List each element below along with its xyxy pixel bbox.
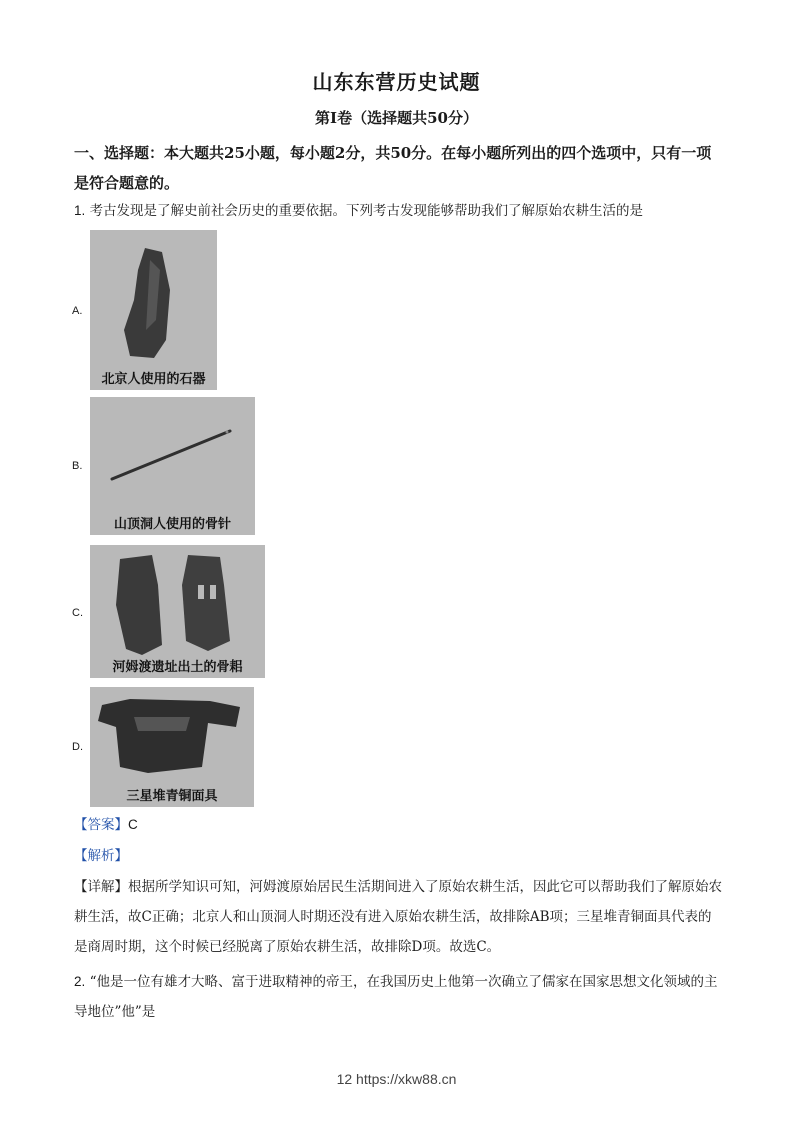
option-b-label: B. xyxy=(72,460,83,472)
footer-url[interactable]: https://xkw88.cn xyxy=(356,1071,457,1087)
option-c-caption: 河姆渡遗址出土的骨耜 xyxy=(112,660,243,675)
page-footer xyxy=(0,1071,793,1087)
question-1-stem xyxy=(74,196,724,226)
detail-explanation: 【详解】根据所学知识可知，河姆渡原始居民生活期间进入了原始农耕生活，因此它可以帮助我们了解原始农耕生活，故C正确；北京人和山顶洞人时期还没有进入原始农耕生活，故排除AB项；三星堆青铜面具代表的是商周时期，这个时候已经脱离了原始农耕生活，故排除D项。故选C。 xyxy=(74,879,722,955)
section-heading: 一、选择题：本大题共25小题，每小题2分，共50分。在每小题所列出的四个选项中，只有一项是符合题意的。 xyxy=(74,144,712,192)
stone-tool-icon xyxy=(90,230,217,390)
question-2-stem xyxy=(74,967,724,1027)
answer-line xyxy=(74,810,138,840)
question-number: 2. xyxy=(74,974,86,989)
question-text: “他是一位有雄才大略、富于进取精神的帝王，在我国历史上他第一次确立了儒家在国家思想文化领域的主导地位”他”是 xyxy=(74,974,718,1020)
option-a-image xyxy=(90,230,217,390)
option-a-caption: 北京人使用的石器 xyxy=(101,372,206,387)
answer-tag: 【答案】 xyxy=(74,817,128,833)
analysis-tag: 【解析】 xyxy=(74,848,128,864)
option-d-label: D. xyxy=(72,741,83,753)
page-number: 12 xyxy=(336,1071,353,1087)
question-text: 考古发现是了解史前社会历史的重要依据。下列考古发现能够帮助我们了解原始农耕生活的是 xyxy=(89,203,644,219)
page-title: 山东东营历史试题 xyxy=(312,70,481,94)
answer-value: C xyxy=(128,817,138,832)
option-a-label: A. xyxy=(72,305,83,317)
option-d-image xyxy=(90,687,254,807)
option-c-image xyxy=(90,545,265,678)
question-number: 1. xyxy=(74,203,86,218)
section-subtitle: 第Ⅰ卷（选择题共50分） xyxy=(315,109,478,127)
option-b-caption: 山顶洞人使用的骨针 xyxy=(113,517,231,532)
option-d-caption: 三星堆青铜面具 xyxy=(126,789,218,804)
option-c-label: C. xyxy=(72,607,83,619)
option-b-image xyxy=(90,397,255,535)
